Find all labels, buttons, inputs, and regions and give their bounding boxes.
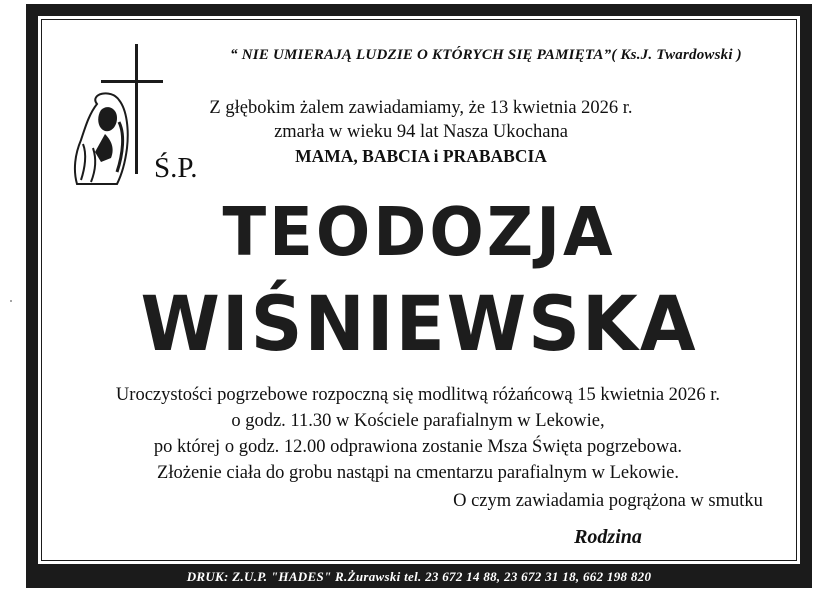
- memorial-prefix: Ś.P.: [154, 152, 198, 184]
- obituary-body: [38, 16, 800, 564]
- funeral-details-line: Złożenie ciała do grobu nastąpi na cmentarzu parafialnym w Lekowie.: [157, 463, 679, 483]
- closing-line: O czym zawiadamia pogrążona w smutku: [453, 491, 763, 511]
- announcement-line-relations: MAMA, BABCIA i PRABABCIA: [295, 146, 547, 166]
- obituary-frame: [26, 4, 812, 588]
- deceased-last-name: WIŚNIEWSKA: [140, 279, 698, 369]
- funeral-details-line: Uroczystości pogrzebowe rozpoczną się modlitwą różańcową 15 kwietnia 2026 r.: [115, 385, 721, 405]
- funeral-details-line: o godz. 11.30 w Kościele parafialnym w Lekowie,: [231, 411, 605, 431]
- announcement-intro: [166, 96, 676, 168]
- announcement-line-age: zmarła w wieku 94 lat Nasza Ukochana: [274, 122, 568, 142]
- scan-speck: [10, 300, 12, 302]
- cross-with-praying-figure-icon: [71, 44, 163, 186]
- memorial-quote: “ NIE UMIERAJĄ LUDZIE O KTÓRYCH SIĘ PAMIĘTA”( Ks.J. Twardowski ): [230, 47, 742, 63]
- printer-footer: DRUK: Z.U.P. "HADES" R.Żurawski tel. 23 672 14 88, 23 672 31 18, 662 198 820: [186, 569, 652, 584]
- funeral-details: [78, 382, 758, 486]
- signature: Rodzina: [574, 526, 642, 548]
- deceased-first-name: TEODOZJA: [222, 194, 616, 272]
- announcement-line-date: Z głębokim żalem zawiadamiamy, że 13 kwietnia 2026 r.: [209, 98, 633, 118]
- funeral-details-line: po której o godz. 12.00 odprawiona zostanie Msza Święta pogrzebowa.: [153, 437, 683, 457]
